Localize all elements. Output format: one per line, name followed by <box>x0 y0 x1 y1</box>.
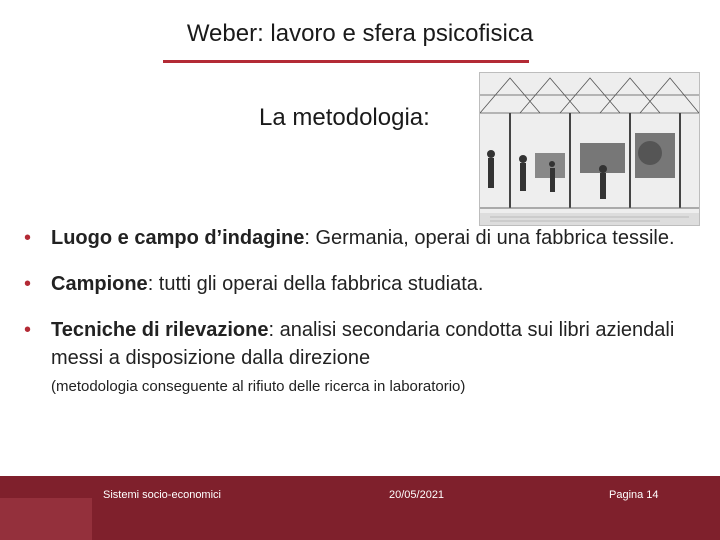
bullet-text: : analisi secondaria condotta sui libri aziendali messi a disposizione dalla direzione <box>51 319 675 369</box>
bullet-list <box>24 224 684 416</box>
bullet-term: Campione <box>51 273 148 295</box>
title-underline <box>163 60 529 63</box>
bullet-note: (metodologia conseguente al rifiuto delle ricerca in laboratorio) <box>51 378 466 395</box>
bullet-text: : Germania, operai di una fabbrica tessile. <box>304 227 675 249</box>
factory-engraving-image <box>479 72 700 226</box>
bullet-marker: • <box>24 273 32 295</box>
bullet-item <box>24 224 684 252</box>
bullet-term: Luogo e campo d’indagine <box>51 227 305 249</box>
bullet-marker: • <box>24 319 32 341</box>
bullet-term: Tecniche di rilevazione <box>51 319 269 341</box>
bullet-item <box>24 316 684 398</box>
slide-title: Weber: lavoro e sfera psicofisica <box>186 20 534 47</box>
footer-accent-block <box>0 498 92 540</box>
bullet-text: : tutti gli operai della fabbrica studiata. <box>147 273 484 295</box>
bullet-item <box>24 270 684 298</box>
slide-subtitle: La metodologia: <box>259 104 430 131</box>
footer-course: Sistemi socio-economici <box>103 489 221 501</box>
footer-bar <box>0 476 720 540</box>
footer-page-number: Pagina 14 <box>609 489 659 501</box>
bullet-marker: • <box>24 227 32 249</box>
footer-date: 20/05/2021 <box>389 489 445 501</box>
